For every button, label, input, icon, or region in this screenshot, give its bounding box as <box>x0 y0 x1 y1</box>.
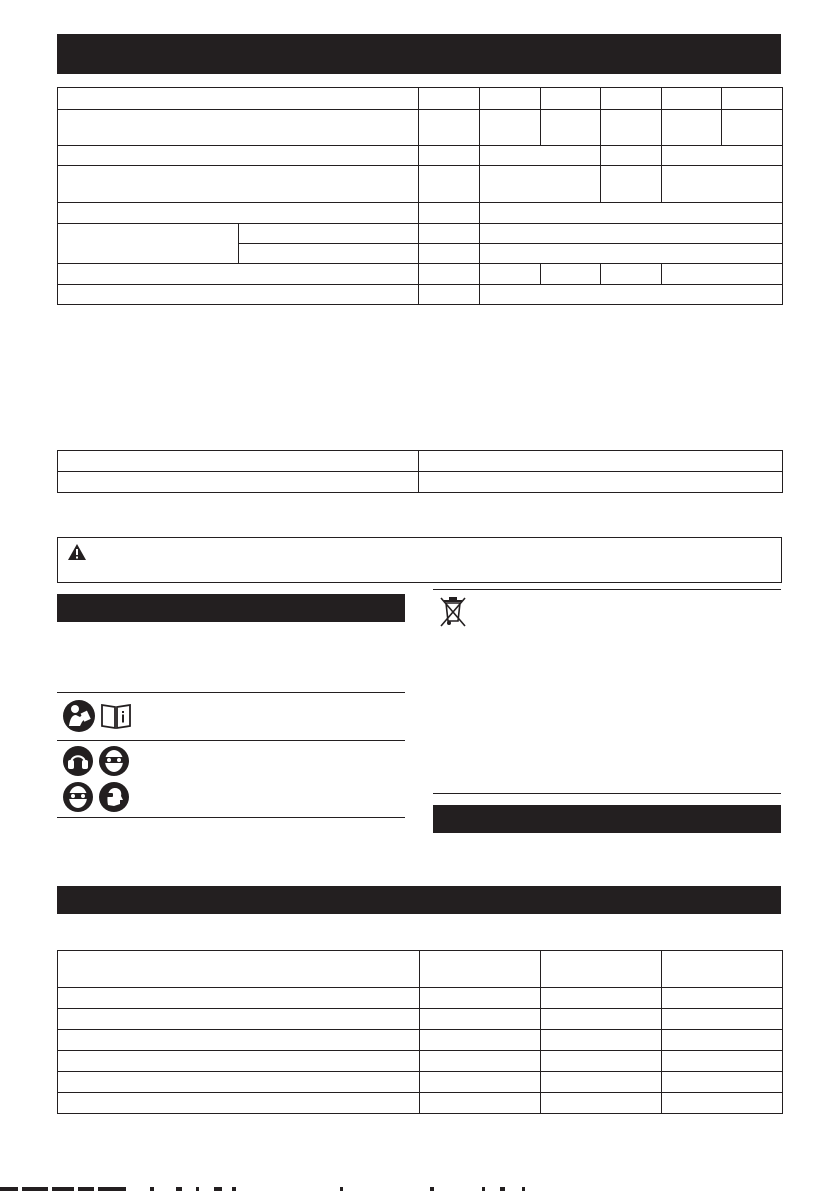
two-column-table <box>57 450 783 493</box>
table-row <box>58 88 783 110</box>
table-row <box>58 224 783 244</box>
warning-box <box>57 537 782 583</box>
page-header-bar <box>57 34 781 74</box>
divider <box>57 817 405 818</box>
table-row <box>58 1093 783 1114</box>
ear-protection-icon <box>62 745 94 777</box>
specifications-table <box>57 87 783 305</box>
table-row <box>58 146 783 166</box>
table-row <box>58 285 783 305</box>
table-row <box>58 451 783 472</box>
section-header-bar-symbols <box>57 594 405 622</box>
table-row <box>58 110 783 146</box>
cropped-text-strip <box>0 1185 560 1192</box>
dust-mask-icon <box>98 781 130 813</box>
table-row <box>58 988 783 1009</box>
divider <box>57 740 405 741</box>
divider <box>433 589 781 590</box>
section-header-bar-full <box>57 886 781 914</box>
eye-protection-icon <box>62 781 94 813</box>
read-manual-symbols <box>62 697 152 737</box>
table-row <box>58 1030 783 1051</box>
table-row <box>58 166 783 203</box>
instruction-booklet-icon <box>100 702 132 730</box>
table-row <box>58 951 783 988</box>
warning-triangle-icon <box>67 543 87 561</box>
section-header-bar-right <box>433 805 781 833</box>
protective-equipment-symbols <box>62 745 132 815</box>
table-row <box>58 1072 783 1093</box>
eye-protection-icon <box>98 745 130 777</box>
table-row <box>58 203 783 224</box>
divider <box>433 793 781 794</box>
crossed-out-wheeled-bin-icon <box>438 595 468 629</box>
table-row <box>58 1051 783 1072</box>
table-row <box>58 1009 783 1030</box>
divider <box>57 692 405 693</box>
table-row <box>58 264 783 285</box>
read-manual-person-icon <box>62 699 96 733</box>
bottom-table <box>57 950 783 1114</box>
table-row <box>58 472 783 493</box>
